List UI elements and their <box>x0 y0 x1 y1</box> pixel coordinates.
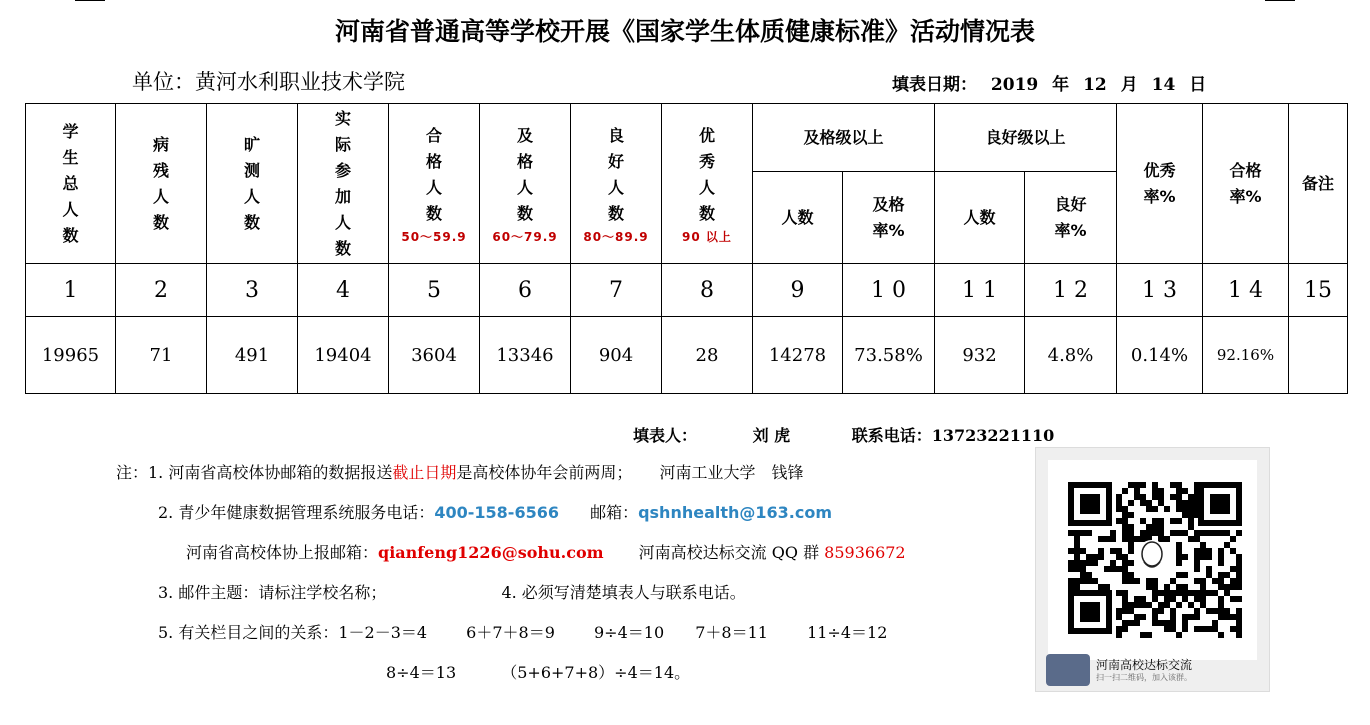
header-excellent-rate: 优秀率% <box>1117 104 1203 264</box>
date-label: 填表日期： <box>892 75 977 95</box>
header-qualified-rate: 合格率% <box>1203 104 1289 264</box>
stats-table <box>25 103 1348 394</box>
header-pass: 及格人数 60～79.9 <box>480 104 571 264</box>
note-2b <box>186 540 906 563</box>
top-edge-line-left <box>75 0 105 1</box>
note-3-4 <box>158 580 746 603</box>
col-number: 3 <box>207 264 298 317</box>
header-disabled: 病残人数 <box>116 104 207 264</box>
value-absent: 491 <box>207 317 298 394</box>
fill-date <box>888 70 1210 95</box>
note-4: 4. 必须写清楚填表人与联系电话。 <box>501 583 746 602</box>
date-year: 2019 <box>990 75 1039 95</box>
col-number: 1 <box>26 264 116 317</box>
qq-group-number: 85936672 <box>824 543 906 562</box>
note-5-prefix: 5. 有关栏目之间的关系：1－2－3＝4 <box>158 623 428 642</box>
value-qualified: 3604 <box>389 317 480 394</box>
col-number: 1 4 <box>1203 264 1289 317</box>
header-participants: 实际参加人数 <box>298 104 389 264</box>
value-pass-count: 14278 <box>753 317 843 394</box>
date-year-unit: 年 <box>1052 75 1070 95</box>
col-number: 1 3 <box>1117 264 1203 317</box>
value-qualified-rate: 92.16% <box>1203 317 1289 394</box>
header-excellent: 优秀人数 90 以上 <box>662 104 753 264</box>
column-number-row <box>26 264 1348 317</box>
note-5-b: 9÷4＝10 <box>594 623 665 642</box>
header-good-rate: 良好率% <box>1025 172 1117 264</box>
qq-group-qr-card <box>1035 447 1270 692</box>
range-pass: 60～79.9 <box>492 229 558 244</box>
report-email-link[interactable]: qianfeng1226@sohu.com <box>378 543 604 562</box>
col-number: 6 <box>480 264 571 317</box>
col-number: 8 <box>662 264 753 317</box>
col-number: 1 0 <box>843 264 935 317</box>
header-remark: 备注 <box>1289 104 1348 264</box>
col-number: 7 <box>571 264 662 317</box>
qr-code-icon <box>1048 460 1257 660</box>
value-pass: 13346 <box>480 317 571 394</box>
value-good: 904 <box>571 317 662 394</box>
col-number: 15 <box>1289 264 1348 317</box>
value-good-rate: 4.8% <box>1025 317 1117 394</box>
date-day-unit: 日 <box>1189 75 1207 95</box>
note-3: 3. 邮件主题：请标注学校名称； <box>158 583 387 602</box>
note-1-highlight: 截止日期 <box>392 463 457 482</box>
value-disabled: 71 <box>116 317 207 394</box>
filler-label: 填表人： <box>633 426 698 445</box>
note-5 <box>158 620 887 643</box>
col-number: 5 <box>389 264 480 317</box>
note-1 <box>116 460 804 483</box>
note-5-cont <box>386 660 690 683</box>
note-1-prefix: 注：1. 河南省高校体协邮箱的数据报送 <box>116 463 393 482</box>
phone-label: 联系电话： <box>851 426 932 445</box>
page-title: 河南省普通高等学校开展《国家学生体质健康标准》活动情况表 <box>334 17 1035 46</box>
note-5-f: （5+6+7+8）÷4＝14。 <box>501 663 691 682</box>
col-number: 1 2 <box>1025 264 1117 317</box>
header-absent: 旷测人数 <box>207 104 298 264</box>
col-number: 1 1 <box>935 264 1025 317</box>
header-good-count: 人数 <box>935 172 1025 264</box>
header-total-students: 学生总人数 <box>26 104 116 264</box>
col-number: 9 <box>753 264 843 317</box>
col-number: 4 <box>298 264 389 317</box>
qr-group-name: 河南高校达标交流 <box>1096 658 1193 672</box>
service-phone: 400-158-6566 <box>434 503 559 522</box>
note-5-c: 7＋8＝11 <box>695 623 768 642</box>
top-edge-line-right <box>1265 0 1295 1</box>
header-pass-group: 及格级以上 <box>753 104 935 172</box>
date-month: 12 <box>1083 75 1107 95</box>
range-qualified: 50～59.9 <box>401 229 467 244</box>
value-participants: 19404 <box>298 317 389 394</box>
value-good-count: 932 <box>935 317 1025 394</box>
note-5-a: 6＋7＋8＝9 <box>466 623 555 642</box>
date-month-unit: 月 <box>1120 75 1138 95</box>
note-1-suffix: 是高校体协年会前两周； <box>456 463 633 482</box>
value-excellent-rate: 0.14% <box>1117 317 1203 394</box>
header-pass-count: 人数 <box>753 172 843 264</box>
header-qualified: 合格人数 50～59.9 <box>389 104 480 264</box>
qr-hint: 扫一扫二维码，加入该群。 <box>1096 673 1192 682</box>
qq-group-label: 河南高校达标交流 QQ 群 <box>638 543 820 562</box>
value-pass-rate: 73.58% <box>843 317 935 394</box>
filler-line <box>633 423 1054 446</box>
value-total-students: 19965 <box>26 317 116 394</box>
note-2 <box>158 500 832 523</box>
note-5-e: 8÷4＝13 <box>386 663 457 682</box>
range-excellent: 90 以上 <box>682 229 732 244</box>
header-pass-rate: 及格率% <box>843 172 935 264</box>
range-good: 80～89.9 <box>583 229 649 244</box>
note-2b-prefix: 河南省高校体协上报邮箱： <box>186 543 379 562</box>
value-remark <box>1289 317 1348 394</box>
note-5-d: 11÷4＝12 <box>807 623 888 642</box>
filler-name: 刘 虎 <box>752 426 791 445</box>
data-row <box>26 317 1348 394</box>
phone-value: 13723221110 <box>931 426 1055 445</box>
header-good: 良好人数 80～89.9 <box>571 104 662 264</box>
service-email-link[interactable]: qshnhealth@163.com <box>638 503 833 522</box>
unit-label: 单位：黄河水利职业技术学院 <box>132 70 405 94</box>
group-avatar <box>1046 654 1090 686</box>
col-number: 2 <box>116 264 207 317</box>
note-1-org: 河南工业大学 钱锋 <box>659 463 804 482</box>
header-good-group: 良好级以上 <box>935 104 1117 172</box>
value-excellent: 28 <box>662 317 753 394</box>
note-2-mail-label: 邮箱： <box>590 503 639 522</box>
note-2-prefix: 2. 青少年健康数据管理系统服务电话： <box>158 503 435 522</box>
date-day: 14 <box>1151 75 1176 95</box>
